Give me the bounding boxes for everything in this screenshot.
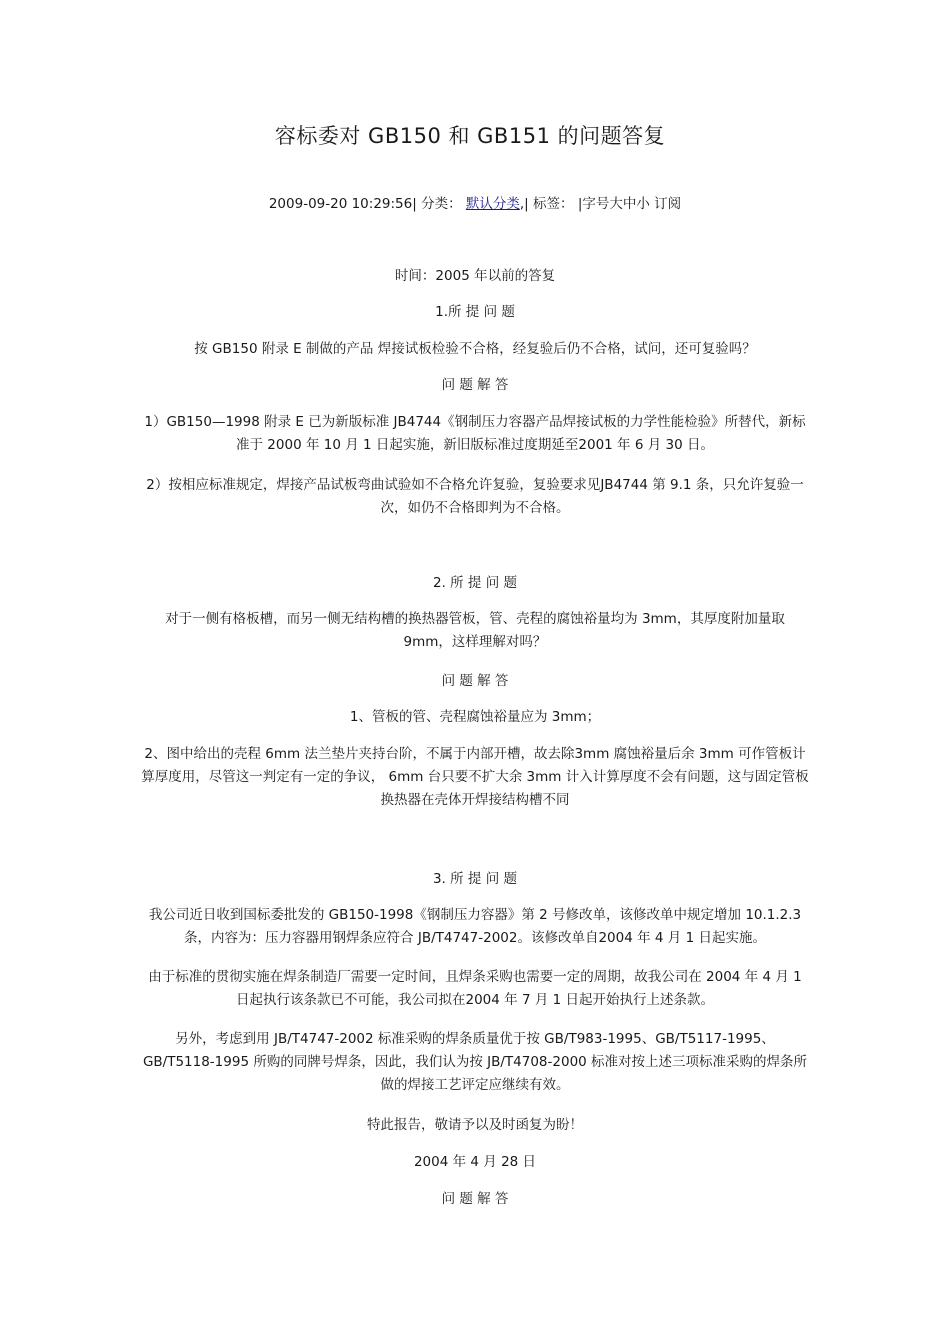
post-meta [0, 192, 950, 212]
q1-answer-heading: 问 题 解 答 [441, 377, 509, 393]
q1-heading: 1.所 提 问 题 [435, 304, 515, 320]
q3-paragraph-3: 另外，考虑到用 JB/T4747-2002 标准采购的焊条质量优于按 GB/T983-1995、GB/T5117-1995、GB/T5118-1995 所购的同牌号焊条，因此，我们认为按 JB/T4708-2000 标准对按上述三项标准采购的焊条所做的焊接工艺评定应继续有效。 [142, 1031, 808, 1093]
q1-question: 按 GB150 附录 E 制做的产品 焊接试板检验不合格，经复验后仍不合格，试问，还可复验吗？ [194, 341, 756, 357]
tags-label: 标签： [533, 196, 574, 212]
q2-answer-heading: 问 题 解 答 [441, 673, 509, 689]
q1-answer-1: 1）GB150—1998 附录 E 已为新版标准 JB4744《钢制压力容器产品焊接试板的力学性能检验》所替代，新标准于 2000 年 10 月 1 日起实施，新旧版标准过度期延至2001 年 6 月 30 日。 [144, 414, 806, 453]
q2-question: 对于一侧有格板槽，而另一侧无结构槽的换热器管板，管、壳程的腐蚀裕量均为 3mm，其厚度附加量取 9mm，这样理解对吗？ [165, 611, 785, 650]
page-title: 容标委对 GB150 和 GB151 的问题答复 [274, 124, 666, 148]
post-date: 2009-09-20 10:29:56| [268, 196, 417, 212]
q3-closing: 特此报告，敬请予以及时函复为盼！ [367, 1117, 583, 1133]
q2-heading: 2. 所 提 问 题 [432, 575, 518, 591]
q2-answer-2: 2、图中给出的壳程 6mm 法兰垫片夹持台阶，不属于内部开槽，故去除3mm 腐蚀裕量后余 3mm 可作管板计算厚度用，尽管这一判定有一定的争议， 6mm 台只要不扩大余 3mm 计入计算厚度不会有问题，这与固定管板换热器在壳体开焊接结构槽不同 [141, 746, 809, 808]
category-label: 分类： [421, 196, 462, 212]
q3-answer-heading: 问 题 解 答 [441, 1191, 509, 1207]
q3-paragraph-1: 我公司近日收到国标委批发的 GB150-1998《钢制压力容器》第 2 号修改单，该修改单中规定增加 10.1.2.3 条，内容为：压力容器用钢焊条应符合 JB/T4747-2002。该修改单自2004 年 4 月 1 日起实施。 [148, 907, 802, 946]
time-line: 时间：2005 年以前的答复 [394, 268, 556, 284]
category-link[interactable]: 默认分类 [465, 196, 520, 212]
q3-paragraph-2: 由于标准的贯彻实施在焊条制造厂需要一定时间，且焊条采购也需要一定的周期，故我公司在 2004 年 4 月 1 日起执行该条款已不可能，我公司拟在2004 年 7 月 1 日起开始执行上述条款。 [148, 969, 802, 1008]
q3-date: 2004 年 4 月 28 日 [413, 1154, 537, 1170]
meta-separator: ,| [519, 196, 529, 212]
q2-answer-1: 1、管板的管、壳程腐蚀裕量应为 3mm； [349, 709, 601, 725]
q1-answer-2: 2）按相应标准规定，焊接产品试板弯曲试验如不合格允许复验，复验要求见JB4744 第 9.1 条，只允许复验一次，如仍不合格即判为不合格。 [146, 477, 804, 516]
font-size-and-subscribe: |字号大中小 订阅 [577, 196, 682, 212]
q3-heading: 3. 所 提 问 题 [432, 871, 518, 887]
